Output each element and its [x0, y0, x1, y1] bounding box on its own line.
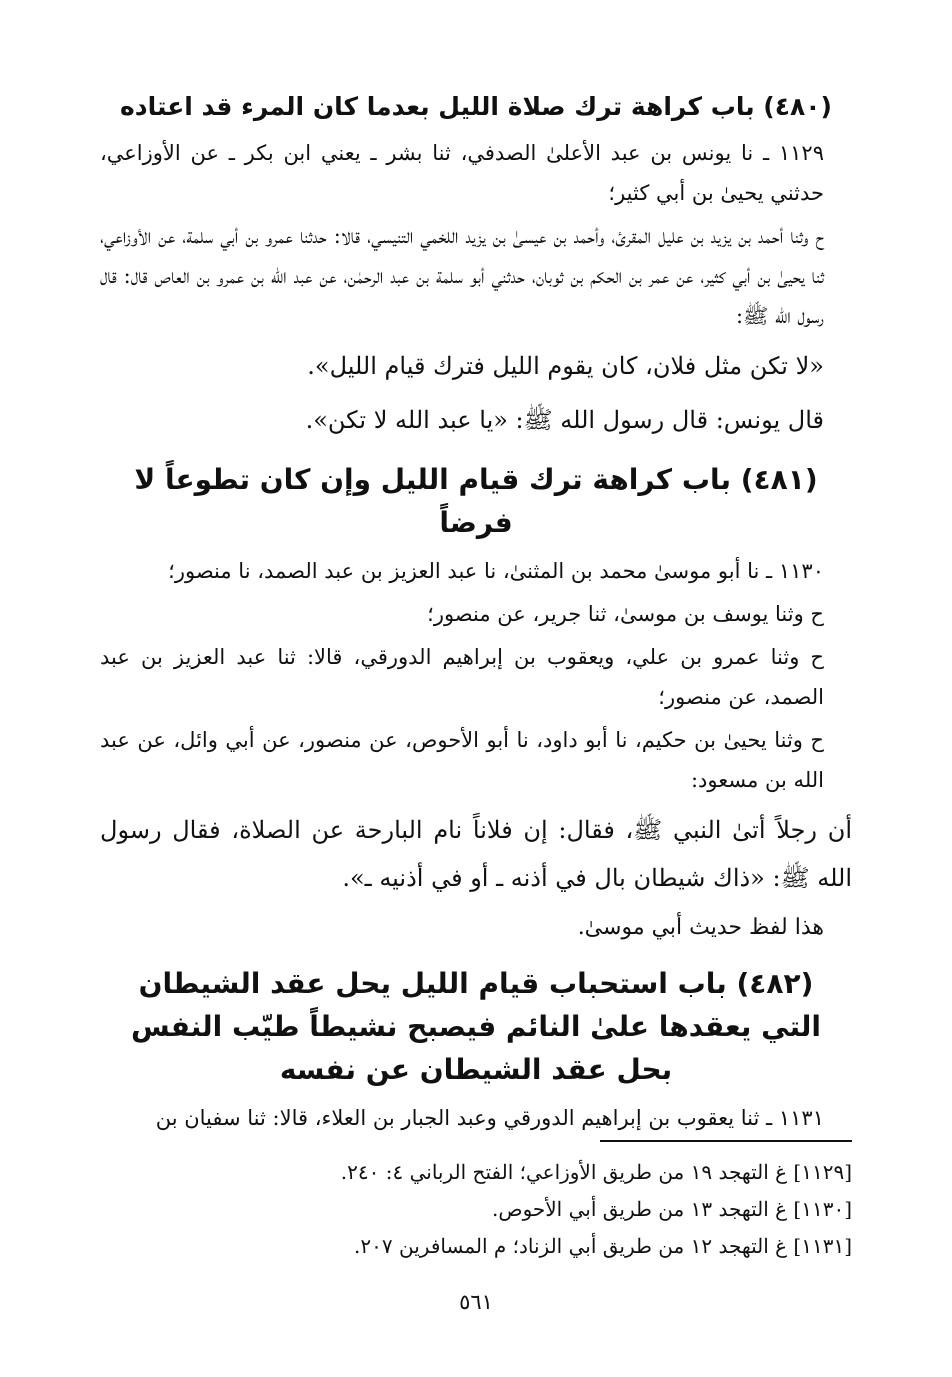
chapter-heading-482: (٤٨٢) باب استحباب قيام الليل يحل عقد الشيطان التي يعقدها علىٰ النائم فيصبح نشيطاً طيّب النفس بحل عقد الشيطان عن نفسه — [131, 966, 821, 1087]
hadith-1130-isnad-4: ح وثنا يحيىٰ بن حكيم، نا أبو داود، نا أبو الأحوص، عن منصور، عن أبي وائل، عن عبد الله بن مسعود: — [100, 727, 824, 792]
chapter-heading-480: (٤٨٠) باب كراهة ترك صلاة الليل بعدما كان المرء قد اعتاده — [120, 92, 832, 121]
footnote-1131: [١١٣١] غ التهجد ١٢ من طريق أبي الزناد؛ م المسافرين ٢٠٧. — [354, 1234, 852, 1258]
page-number: ٥٦١ — [459, 1290, 493, 1314]
footnote-1130: [١١٣٠] غ التهجد ١٣ من طريق أبي الأحوص. — [492, 1197, 852, 1221]
hadith-1129-isnad-2: ح وثنا أحمد بن يزيد بن عليل المقرئ، وأحمد بن عيسىٰ بن يزيد اللخمي التنيسي، قالا: حدثنا عمرو بن أبي سلمة، عن الأوزاعي، ثنا يحيىٰ بن أبي كثير، عن عمر بن الحكم بن ثوبان، حدثني أبو سلمة بن عبد الرحمٰن، عن عبد الله بن عمرو بن العاص قال: قال رسول الله ﷺ: — [100, 223, 824, 328]
hadith-1130-isnad-2: ح وثنا يوسف بن موسىٰ، ثنا جرير، عن منصور؛ — [427, 601, 824, 626]
hadith-1129-isnad-1: ١١٢٩ ـ نا يونس بن عبد الأعلىٰ الصدفي، ثنا بشر ـ يعني ابن بكر ـ عن الأوزاعي، حدثني يحيىٰ بن أبي كثير؛ — [100, 140, 824, 205]
hadith-1131-isnad-1: ١١٣١ ـ ثنا يعقوب بن إبراهيم الدورقي وعبد الجبار بن العلاء، قالا: ثنا سفيان بن — [155, 1105, 824, 1130]
hadith-1130-note: هذا لفظ حديث أبي موسىٰ. — [577, 914, 824, 940]
footnotes — [100, 1154, 852, 1265]
chapter-heading-481: (٤٨١) باب كراهة ترك قيام الليل وإن كان تطوعاً لا فرضاً — [134, 462, 818, 540]
hadith-1130-isnad-1: ١١٣٠ ـ نا أبو موسىٰ محمد بن المثنىٰ، نا عبد العزيز بن عبد الصمد، نا منصور؛ — [168, 558, 824, 583]
hadith-1129-matn: «لا تكن مثل فلان، كان يقوم الليل فترك قيام الليل». — [307, 351, 824, 380]
footnote-divider — [600, 1140, 852, 1142]
page-body — [100, 88, 852, 1138]
hadith-1130-matn: أن رجلاً أتىٰ النبي ﷺ، فقال: إن فلاناً نام البارحة عن الصلاة، فقال رسول الله ﷺ: «ذاك شيطان بال في أذنه ـ أو في أذنيه ـ». — [100, 815, 852, 892]
hadith-1130-isnad-3: ح وثنا عمرو بن علي، ويعقوب بن إبراهيم الدورقي، قالا: ثنا عبد العزيز بن عبد الصمد، عن منصور؛ — [100, 644, 824, 709]
footnote-1129: [١١٢٩] غ التهجد ١٩ من طريق الأوزاعي؛ الفتح الرباني ٤: ٢٤٠. — [340, 1160, 852, 1184]
hadith-1129-note: قال يونس: قال رسول الله ﷺ: «يا عبد الله لا تكن». — [305, 405, 824, 434]
